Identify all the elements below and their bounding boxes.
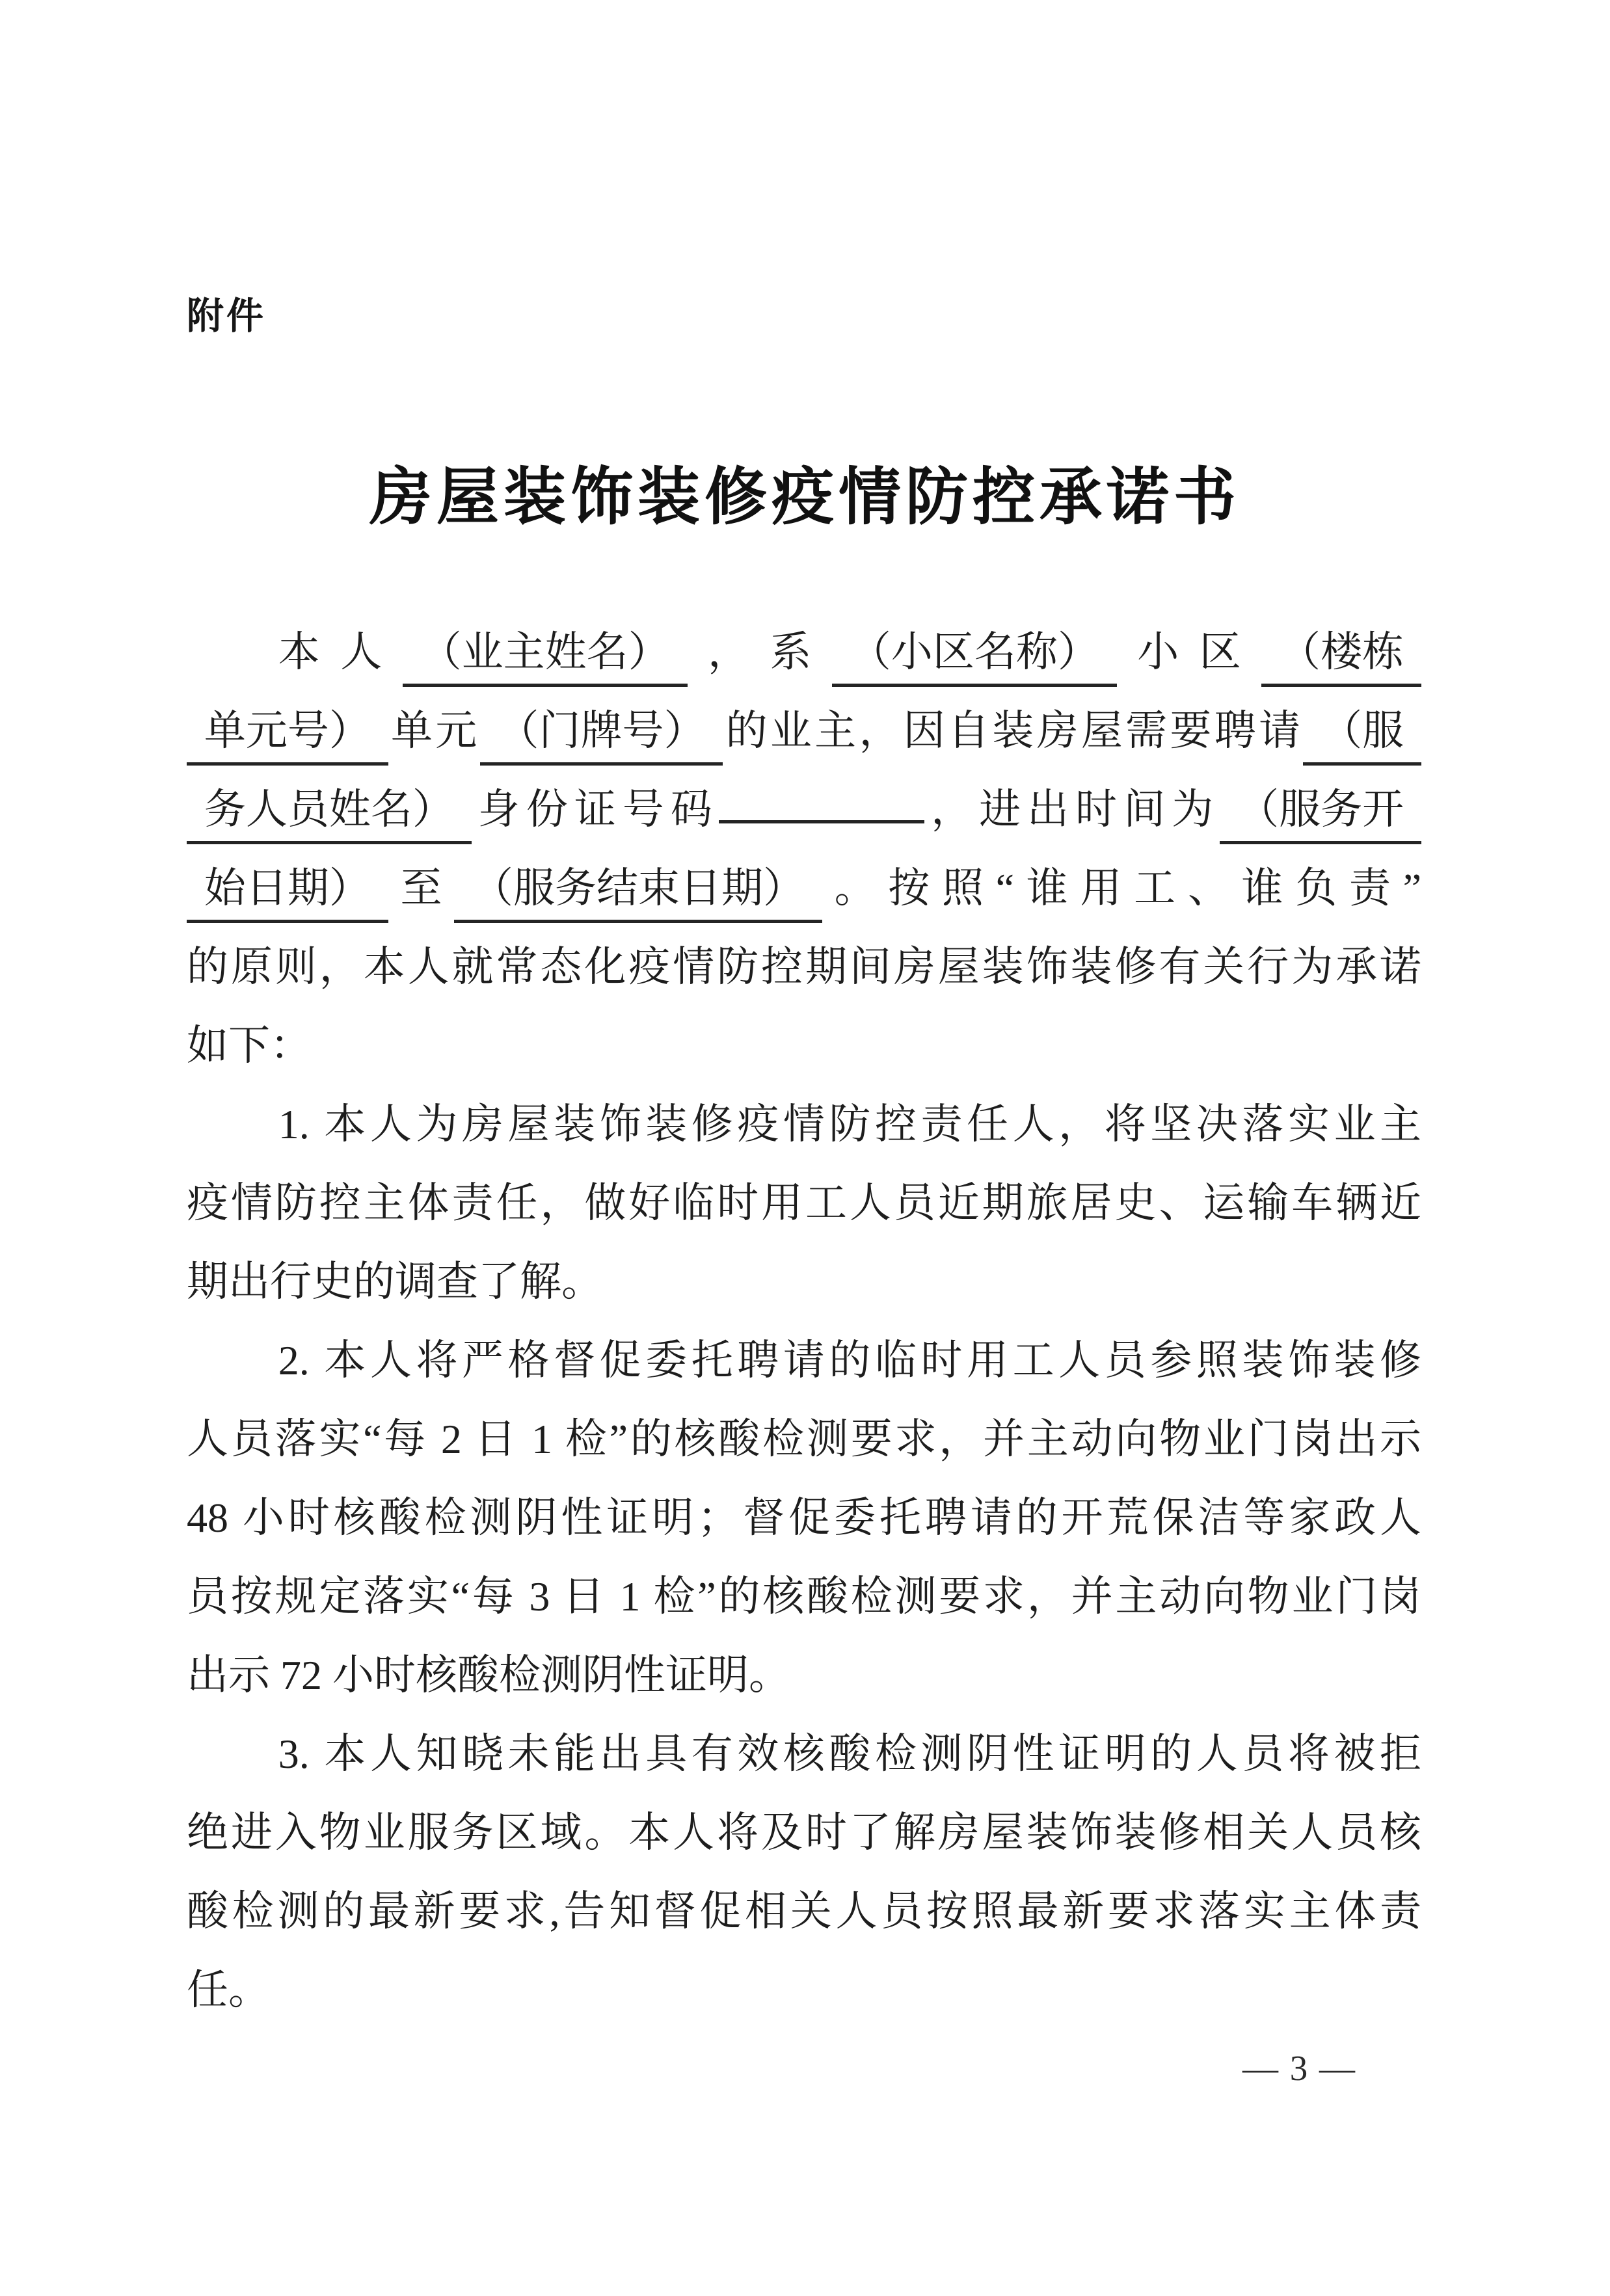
text-line [187,1085,1421,1164]
opening-paragraph [187,613,1421,1085]
clause-2-paragraph [187,1321,1421,1715]
text-line [187,1557,1421,1636]
blank-field: （业主姓名） [403,621,688,687]
blank-field: 务人员姓名） [187,778,472,844]
text-segment: 小区 [1116,629,1262,675]
text-segment: 的业主，因自装房屋需要聘请 [723,708,1304,754]
text-segment: 3. 本人知晓未能出具有效核酸检测阴性证明的人员将被拒 [278,1731,1421,1777]
text-line [187,770,1421,849]
text-segment: 员按规定落实“每 3 日 1 检”的核酸检测要求，并主动向物业门岗 [187,1573,1421,1620]
text-line [187,928,1421,1006]
clause-1-paragraph [187,1085,1421,1321]
text-segment: 48 小时核酸检测阴性证明；督促委托聘请的开荒保洁等家政人 [187,1495,1421,1541]
text-segment: 疫情防控主体责任，做好临时用工人员近期旅居史、运输车辆近 [187,1180,1421,1226]
blank-field: （服 [1303,699,1421,766]
blank-field [719,820,924,823]
text-line [187,1400,1421,1478]
blank-field: 始日期） [187,857,388,923]
text-line [187,613,1421,691]
text-line [187,1793,1421,1872]
text-segment: ，系 [687,629,833,675]
text-line [187,1242,1421,1321]
text-segment: 绝进入物业服务区域。本人将及时了解房屋装饰装修相关人员核 [187,1809,1421,1856]
text-segment: 单元 [388,708,480,754]
blank-field: （楼栋 [1261,621,1421,687]
text-segment: 2. 本人将严格督促委托聘请的临时用工人员参照装饰装修 [278,1337,1421,1383]
text-segment: 如下： [187,1022,312,1069]
blank-field: （门牌号） [480,699,723,766]
blank-field: （小区名称） [832,621,1117,687]
clause-3-paragraph [187,1715,1421,2029]
text-line [187,1321,1421,1400]
text-line [187,849,1421,928]
attachment-label: 附件 [187,295,266,337]
text-segment: 人员落实“每 2 日 1 检”的核酸检测要求，并主动向物业门岗出示 [187,1416,1421,1462]
blank-field: （服务开 [1220,778,1421,844]
document-body [187,613,1421,2029]
text-segment: 出示 72 小时核酸检测阴性证明。 [187,1652,790,1698]
blank-field: （服务结束日期） [454,857,822,923]
page-number: — 3 — [1242,2048,1356,2088]
blank-field: 单元号） [187,699,388,766]
text-line [187,1715,1421,1793]
text-segment: 任。 [187,1967,270,2013]
text-segment: 1. 本人为房屋装饰装修疫情防控责任人，将坚决落实业主 [278,1101,1421,1147]
text-segment: 。按照“谁用工、谁负责” [822,865,1422,911]
text-segment: 的原则，本人就常态化疫情防控期间房屋装饰装修有关行为承诺 [187,944,1421,990]
text-segment: 至 [388,865,455,911]
text-segment: ，进出时间为 [924,786,1220,833]
text-line [187,1164,1421,1242]
text-line [187,1951,1421,2029]
text-line [187,1478,1421,1557]
text-segment: 期出行史的调查了解。 [187,1259,603,1305]
text-line [187,1872,1421,1951]
text-line [187,1006,1421,1085]
text-line [187,1636,1421,1715]
text-segment: 酸检测的最新要求,告知督促相关人员按照最新要求落实主体责 [187,1888,1421,1934]
text-line [187,691,1421,770]
document-title: 房屋装饰装修疫情防控承诺书 [369,462,1241,532]
text-segment: 身份证号码 [471,786,719,833]
text-segment: 本人 [278,629,403,675]
